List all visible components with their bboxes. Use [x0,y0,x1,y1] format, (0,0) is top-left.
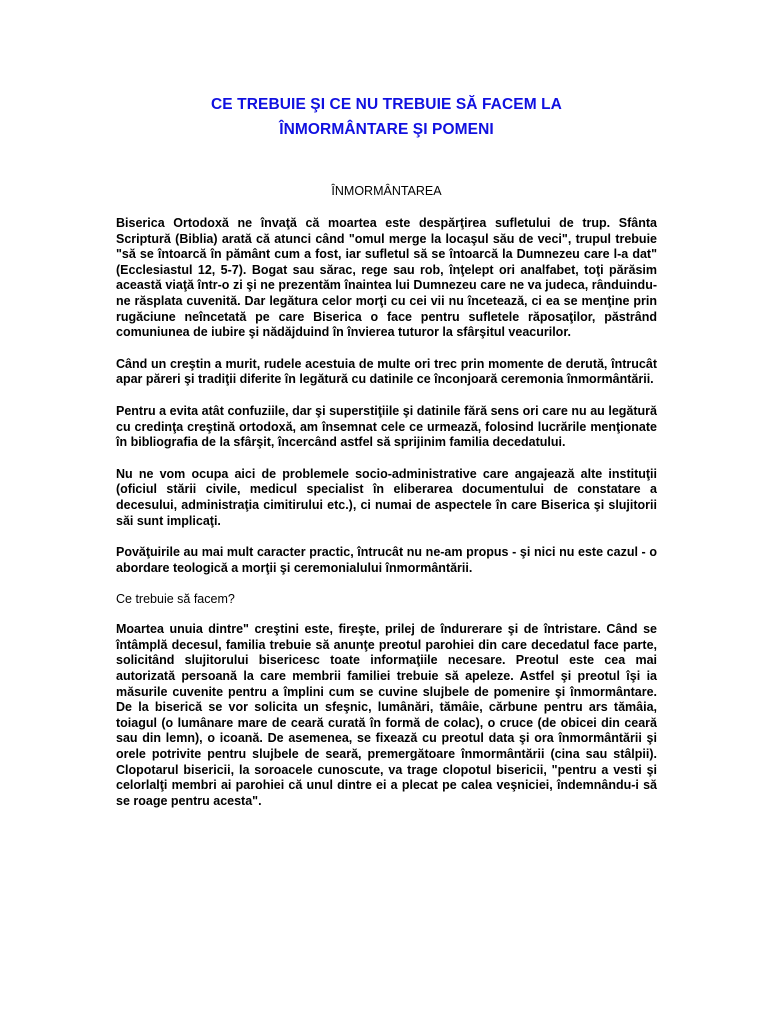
paragraph-2: Când un creştin a murit, rudele acestuia de multe ori trec prin momente de derută, întrucât apar păreri şi tradiţii diferite în legătură cu datinile ce înconjoară ceremonia înmormântării. [116,356,657,387]
title-line-2: ÎNMORMÂNTARE ŞI POMENI [279,121,494,138]
paragraph-4: Nu ne vom ocupa aici de problemele socio-administrative care angajează alte instituţii (oficiul stării civile, medicul specialist în eliberarea documentului de constatare a decesului, administraţia cimitirului etc.), ci numai de aspectele în care Biserica şi slujitorii săi sunt implicaţi. [116,466,657,528]
paragraph-5: Povăţuirile au mai mult caracter practic, întrucât nu ne-am propus - şi nici nu este cazul - o abordare teologică a morţii şi ceremonialului înmormântării. [116,545,657,575]
section-heading: ÎNMORMÂNTAREA [331,184,442,198]
sub-heading: Ce trebuie să facem? [116,592,235,607]
document-page [116,92,657,809]
title-line-1: CE TREBUIE ŞI CE NU TREBUIE SĂ FACEM LA [211,96,562,113]
paragraph-3: Pentru a evita atât confuziile, dar şi superstiţiile şi datinile fără sens ori care nu au legătură cu credinţa creştină ortodoxă, am însemnat cele ce urmează, folosind lucrările menţionate în bibliografia de la sfârşit, încercând astfel să sprijinim familia decedatului. [116,403,657,450]
paragraph-1: Biserica Ortodoxă ne învaţă că moartea este despărţirea sufletului de trup. Sfânta Scriptură (Biblia) arată că atunci când "omul merge la locaşul său de veci", trupul trebuie "să se întoarcă în pământ cum a fost, iar sufletul să se întoarcă la Dumnezeu care l-a dat" (Ecclesiastul 12, 5-7). Bogat sau sărac, rege sau rob, înţelept ori analfabet, toţi părăsim această viaţă într-o zi şi ne prezentăm înaintea lui Dumnezeu care ne va judeca, rânduindu-ne răsplata cuvenită. Dar legătura celor morţi cu cei vii nu încetează, ci ea se menţine prin rugăciune neîncetată pe care Biserica o face pentru sufletele răposaţilor, păstrând comuniunea de iubire şi nădăjduind în învierea tuturor la sfârşitul veacurilor. [116,216,657,340]
paragraph-6: Moartea unuia dintre" creştini este, fireşte, prilej de îndurerare şi de întristare. Când se întâmplă decesul, familia trebuie să anunţe preotul parohiei din care decedatul face parte, solicitând slujitorului bisericesc toate informaţiile necesare. Preotul este cea mai autorizată persoană la care membrii familiei trebuie să apeleze. Astfel şi preotul îşi ia măsurile cuvenite pentru a împlini cum se cuvine slujbele de pomenire şi înmormântare. De la biserică se vor solicita un sfeşnic, lumânări, tămâie, cărbune pentru ars tămâia, toiagul (o lumânare mare de ceară curată în formă de colac), o cruce (de obicei din ceară sau din lemn), o icoană. De asemenea, se fixează cu preotul data şi ora înmormântării şi orele potrivite pentru slujbele de seară, premergătoare înmormântării (cina sau stâlpii). Clopotarul bisericii, la soroacele cunoscute, va trage clopotul bisericii, "pentru a vesti şi celorlalţi membri ai parohiei că unul dintre ei a plecat pe calea veşniciei, îndemnându-i să se roage pentru acesta". [116,622,657,808]
document-title [116,92,657,142]
